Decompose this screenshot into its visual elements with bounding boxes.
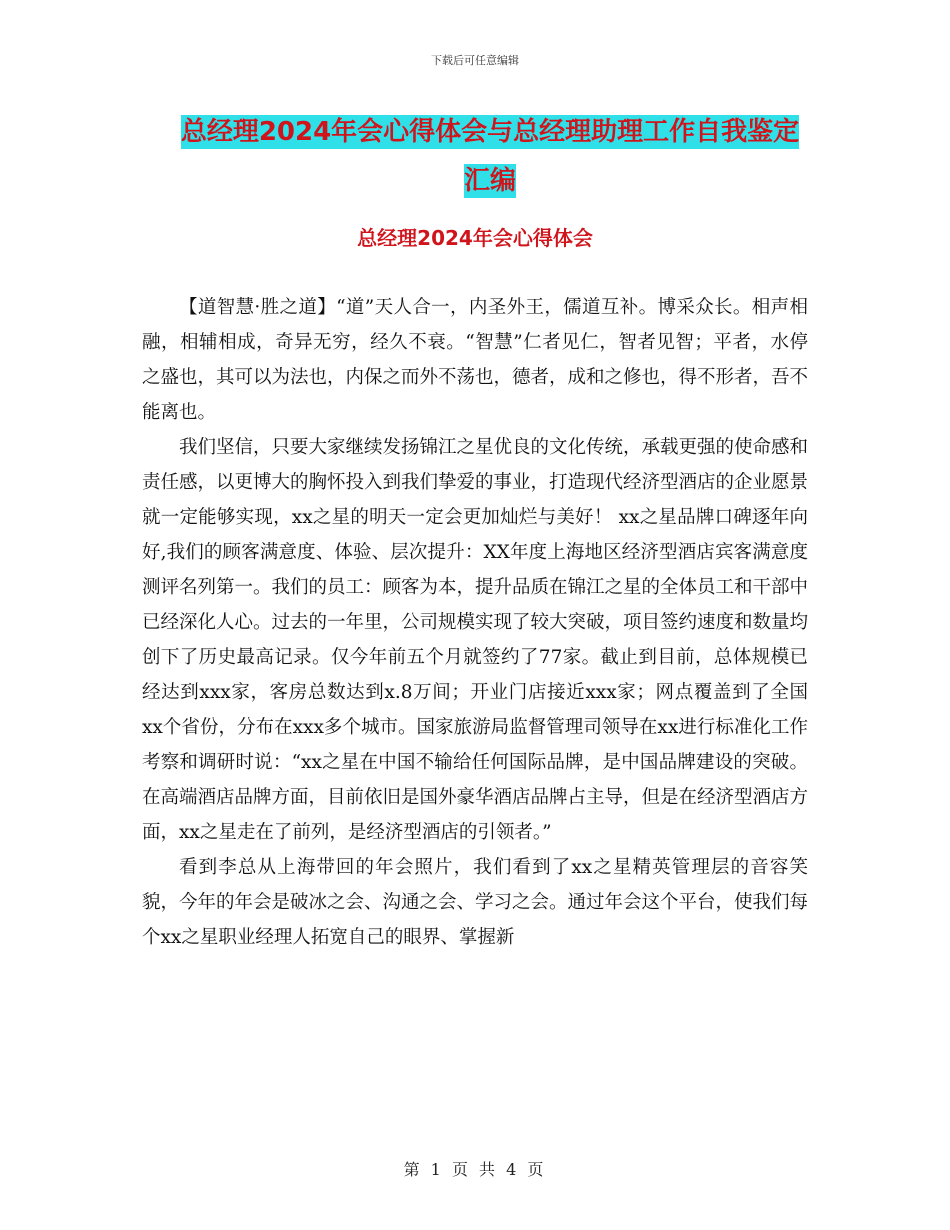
document-title — [140, 108, 840, 206]
page-footer: 第 1 页 共 4 页 — [403, 1160, 547, 1179]
body-text — [142, 290, 808, 955]
section-title: 总经理2024年会心得体会 — [357, 226, 593, 250]
paragraph-3: 看到李总从上海带回的年会照片，我们看到了xx之星精英管理层的音容笑貌，今年的年会是破冰之会、沟通之会、学习之会。通过年会这个平台，使我们每个xx之星职业经理人拓宽自己的眼界、掌握新 — [142, 857, 809, 948]
document-title-line-2: 汇编 — [463, 166, 516, 196]
paragraph-2: 我们坚信，只要大家继续发扬锦江之星优良的文化传统，承载更强的使命感和责任感，以更博大的胸怀投入到我们挚爱的事业，打造现代经济型酒店的企业愿景就一定能够实现，xx之星的明天一定会更加灿烂与美好！ xx之星品牌口碑逐年向好,我们的顾客满意度、体验、层次提升：XX年度上海地区经济型酒店宾客满意度测评名列第一。我们的员工：顾客为本，提升品质在锦江之星的全体员工和干部中已经深化人心。过去的一年里，公司规模实现了较大突破，项目签约速度和数量均创下了历史最高记录。仅今年前五个月就签约了77家。截止到目前，总体规模已经达到xxx家，客房总数达到x.8万间；开业门店接近xxx家；网点覆盖到了全国 xx个省份，分布在xxx多个城市。国家旅游局监督管理司领导在xx进行标准化工作考察和调研时说：“xx之星在中国不输给任何国际品牌，是中国品牌建设的突破。在高端酒店品牌方面，目前依旧是国外豪华酒店品牌占主导，但是在经济型酒店方面，xx之星走在了前列，是经济型酒店的引领者。” — [142, 437, 809, 843]
paragraph-1: 【道智慧·胜之道】“道”天人合一，内圣外王，儒道互补。博采众长。相声相融，相辅相成，奇异无穷，经久不衰。“智慧”仁者见仁，智者见智；平者，水停之盛也，其可以为法也，内保之而外不荡也，德者，成和之修也，得不形者，吾不能离也。 — [142, 297, 809, 423]
header-note: 下载后可任意编辑 — [431, 54, 519, 67]
document-title-line-1: 总经理2024年会心得体会与总经理助理工作自我鉴定 — [180, 117, 800, 147]
